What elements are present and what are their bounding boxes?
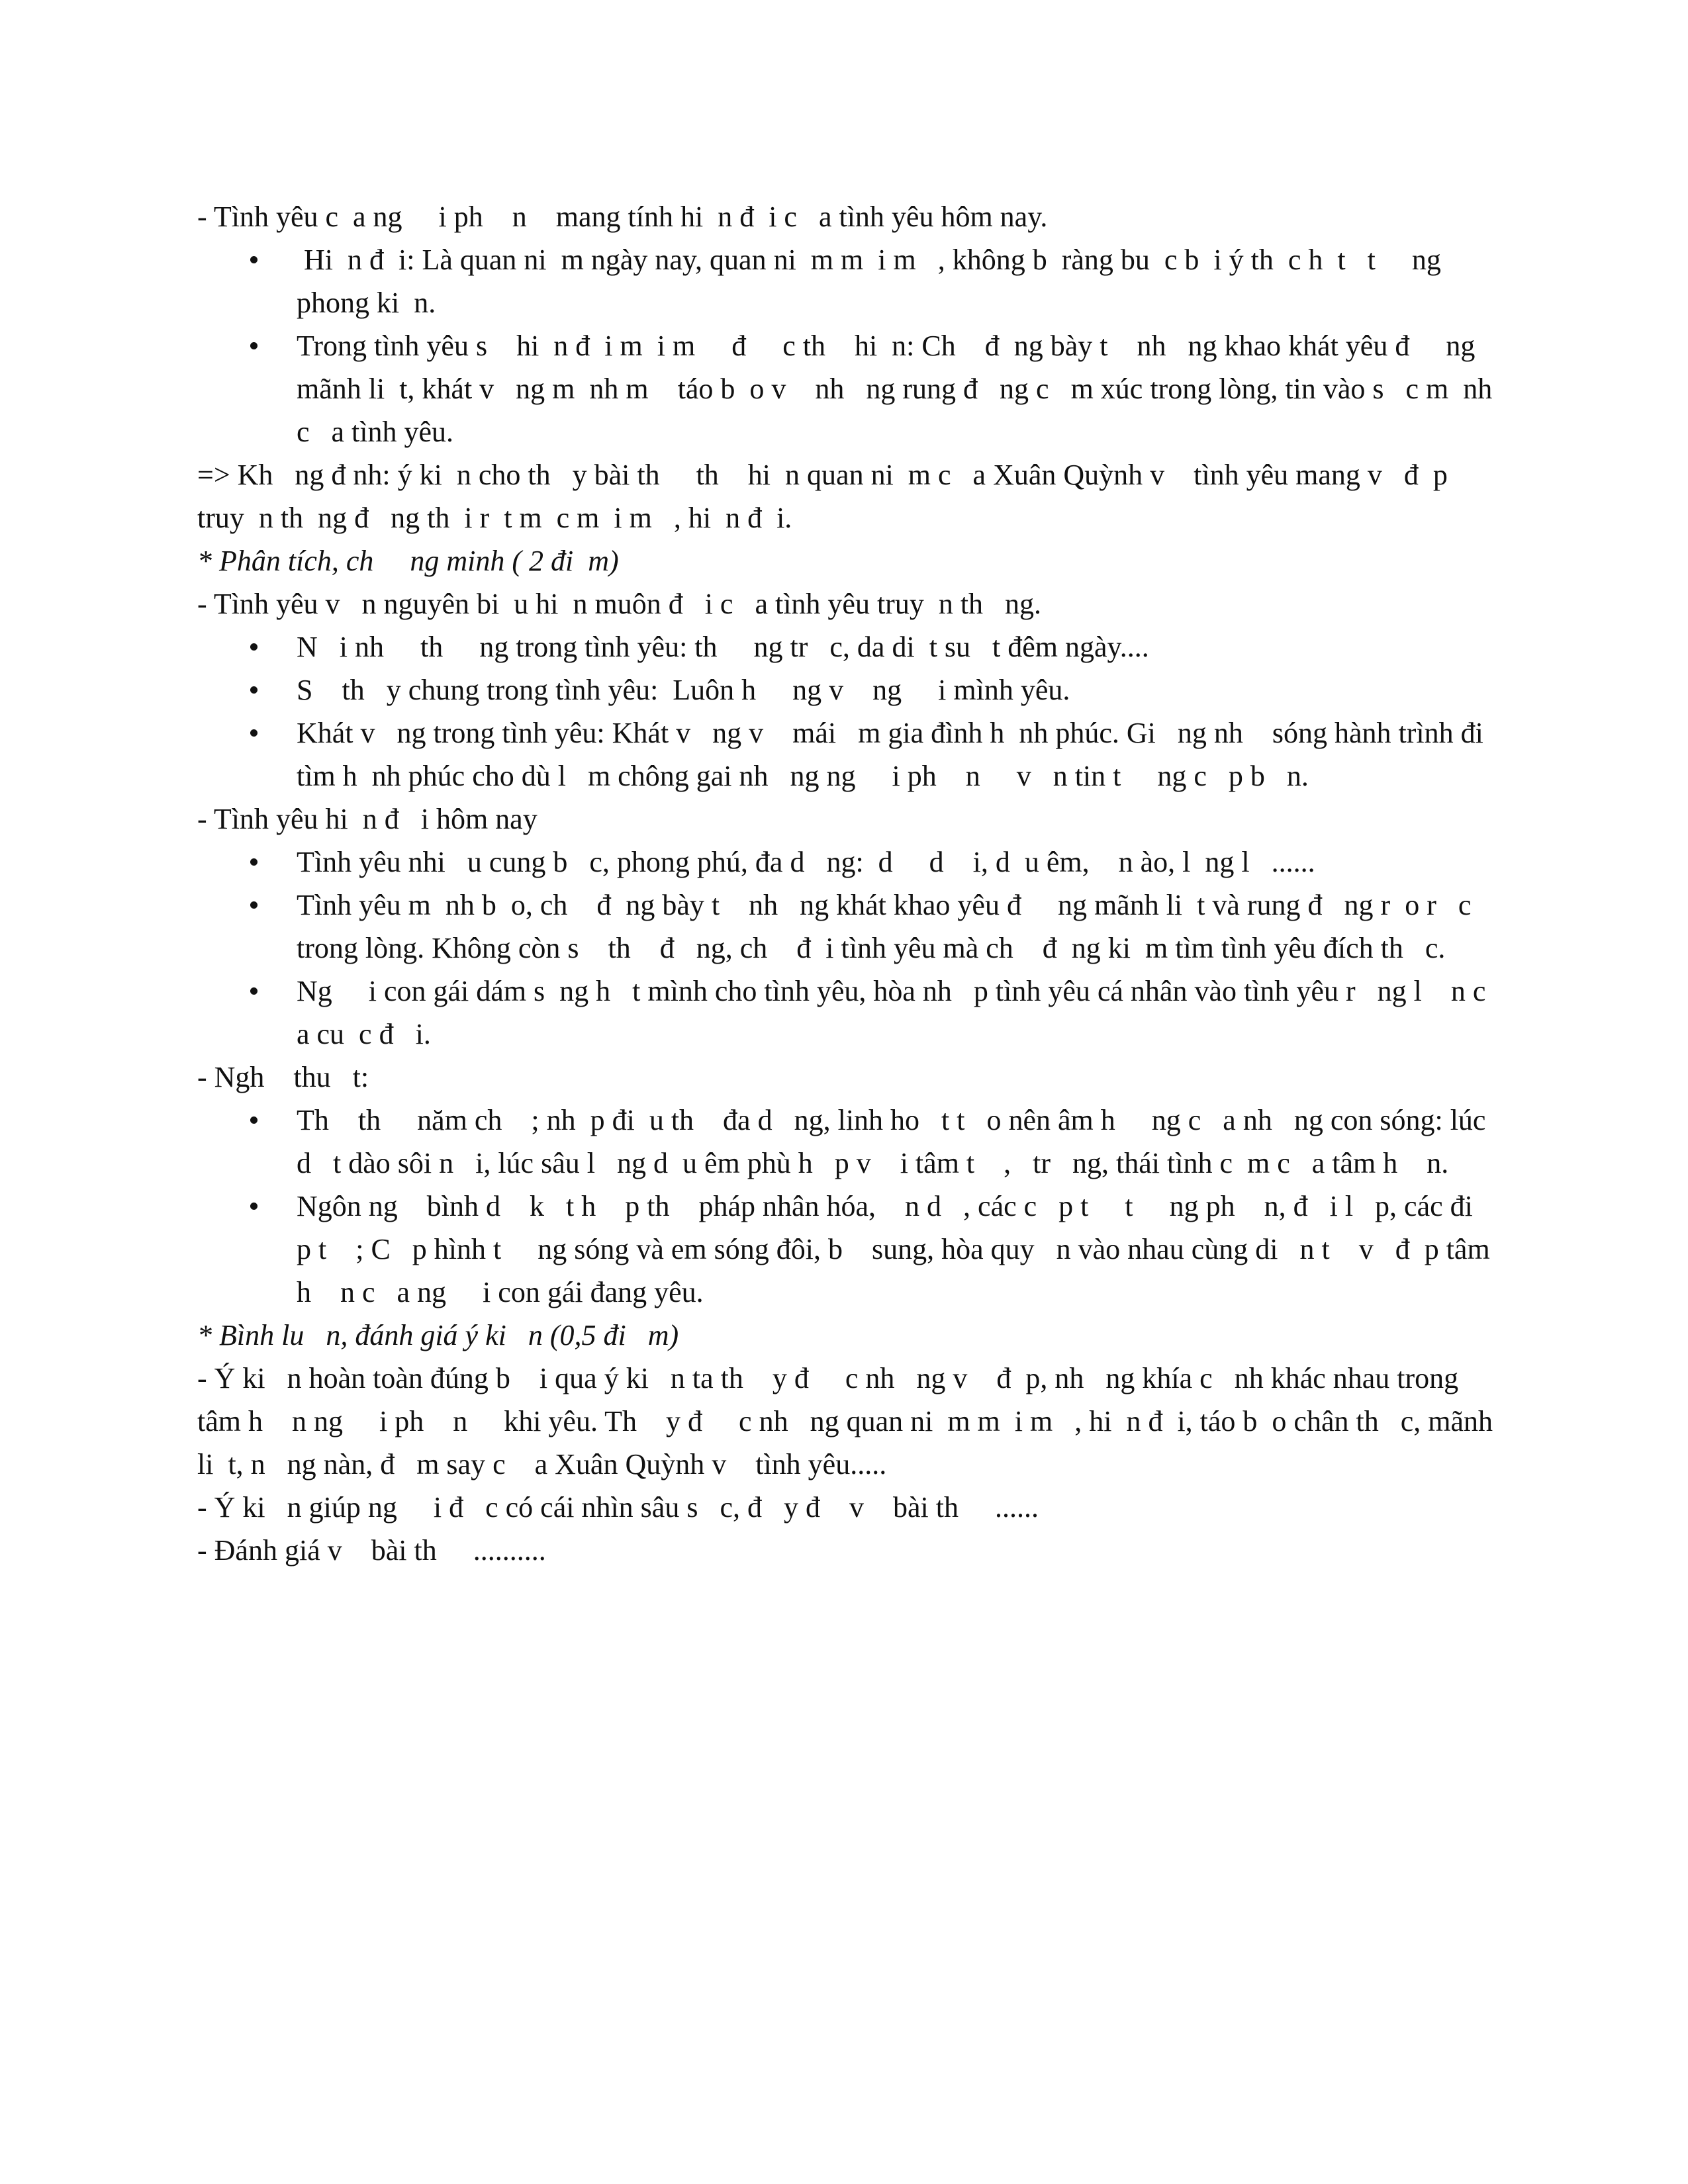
- list-item: [197, 1185, 1495, 1314]
- bullet-icon: [250, 729, 258, 737]
- bullet-icon: [250, 901, 258, 909]
- bullet-icon: [250, 643, 258, 651]
- list-item: [197, 884, 1495, 970]
- list-item-text: Th th năm ch ; nh p đi u th đa d ng, linh ho t t o nên âm h ng c a nh ng con sóng: lúc d t dào sôi n i, lúc sâu l ng d u êm phù h p v i tâm t , tr ng, thái tình c m c a tâm h n.: [297, 1104, 1493, 1179]
- text-line: - Ý ki n giúp ng i đ c có cái nhìn sâu s c, đ y đ v bài th ......: [197, 1491, 1039, 1524]
- bullet-icon: [250, 987, 258, 995]
- list-item: [197, 1099, 1495, 1185]
- list-item: [197, 324, 1500, 453]
- bullet-icon: [250, 686, 258, 694]
- section-heading: * Bình lu n, đánh giá ý ki n (0,5 đi m): [197, 1319, 679, 1351]
- list-item: [197, 970, 1508, 1056]
- section-heading: * Phân tích, ch ng minh ( 2 đi m): [197, 545, 619, 577]
- text-paragraph: - Ý ki n hoàn toàn đúng b i qua ý ki n ta th y đ c nh ng v đ p, nh ng khía c nh khác nhau trong tâm h n ng i ph n khi yêu. Th y đ c nh ng quan ni m m i m , hi n đ i, táo b o chân th c, mãnh li t, n ng nàn, đ m say c a Xuân Quỳnh v tình yêu.....: [197, 1362, 1500, 1480]
- bullet-list: [197, 841, 1508, 1056]
- text-paragraph: => Kh ng đ nh: ý ki n cho th y bài th th hi n quan ni m c a Xuân Quỳnh v tình yêu mang v đ p truy n th ng đ ng th i r t m c m i m , hi n đ i.: [197, 459, 1455, 534]
- text-line: - Ngh thu t:: [197, 1061, 369, 1093]
- list-item-text: S th y chung trong tình yêu: Luôn h ng v ng i mình yêu.: [297, 674, 1070, 706]
- list-item: [197, 625, 1495, 668]
- bullet-icon: [250, 256, 258, 263]
- document-body: [197, 195, 1508, 1572]
- list-item: [197, 841, 1495, 884]
- text-line: - Tình yêu hi n đ i hôm nay: [197, 803, 538, 835]
- text-line: - Đánh giá v bài th ..........: [197, 1534, 546, 1567]
- bullet-icon: [250, 1203, 258, 1210]
- text-line: - Tình yêu c a ng i ph n mang tính hi n đ i c a tình yêu hôm nay.: [197, 201, 1048, 233]
- bullet-icon: [250, 858, 258, 866]
- bullet-list: [197, 1099, 1495, 1314]
- text-line: - Tình yêu v n nguyên bi u hi n muôn đ i c a tình yêu truy n th ng.: [197, 588, 1042, 620]
- list-item: [197, 711, 1495, 797]
- bullet-list: [197, 238, 1500, 453]
- list-item-text: Khát v ng trong tình yêu: Khát v ng v mái m gia đình h nh phúc. Gi ng nh sóng hành trình đi tìm h nh phúc cho dù l m chông gai nh ng ng i ph n v n tin t ng c p b n.: [297, 717, 1491, 792]
- list-item-text: Tình yêu nhi u cung b c, phong phú, đa d ng: d d i, d u êm, n ào, l ng l ......: [297, 846, 1315, 878]
- list-item-text: Tình yêu m nh b o, ch đ ng bày t nh ng khát khao yêu đ ng mãnh li t và rung đ ng r o r c trong lòng. Không còn s th đ ng, ch đ i tình yêu mà ch đ ng ki m tìm tình yêu đích th c.: [297, 889, 1479, 964]
- list-item: [197, 238, 1495, 324]
- list-item-text: Ng i con gái dám s ng h t mình cho tình yêu, hòa nh p tình yêu cá nhân vào tình yêu r ng l n c a cu c đ i.: [297, 975, 1508, 1050]
- list-item: [197, 668, 1495, 711]
- list-item-text: Hi n đ i: Là quan ni m ngày nay, quan ni m m i m , không b ràng bu c b i ý th c h t t ng phong ki n.: [297, 244, 1448, 319]
- list-item-text: Trong tình yêu s hi n đ i m i m đ c th hi n: Ch đ ng bày t nh ng khao khát yêu đ ng mãnh li t, khát v ng m nh m táo b o v nh ng rung đ ng c m xúc trong lòng, tin vào s c m nh c a tình yêu.: [297, 330, 1500, 448]
- bullet-icon: [250, 1116, 258, 1124]
- bullet-list: [197, 625, 1495, 797]
- bullet-icon: [250, 342, 258, 349]
- list-item-text: N i nh th ng trong tình yêu: th ng tr c, da di t su t đêm ngày....: [297, 631, 1149, 663]
- list-item-text: Ngôn ng bình d k t h p th pháp nhân hóa, n d , các c p t t ng ph n, đ i l p, các đi p t ; C p hình t ng sóng và em sóng đôi, b sung, hòa quy n vào nhau cùng di n t v đ p tâm h n c a ng i con gái đang yêu.: [297, 1190, 1497, 1308]
